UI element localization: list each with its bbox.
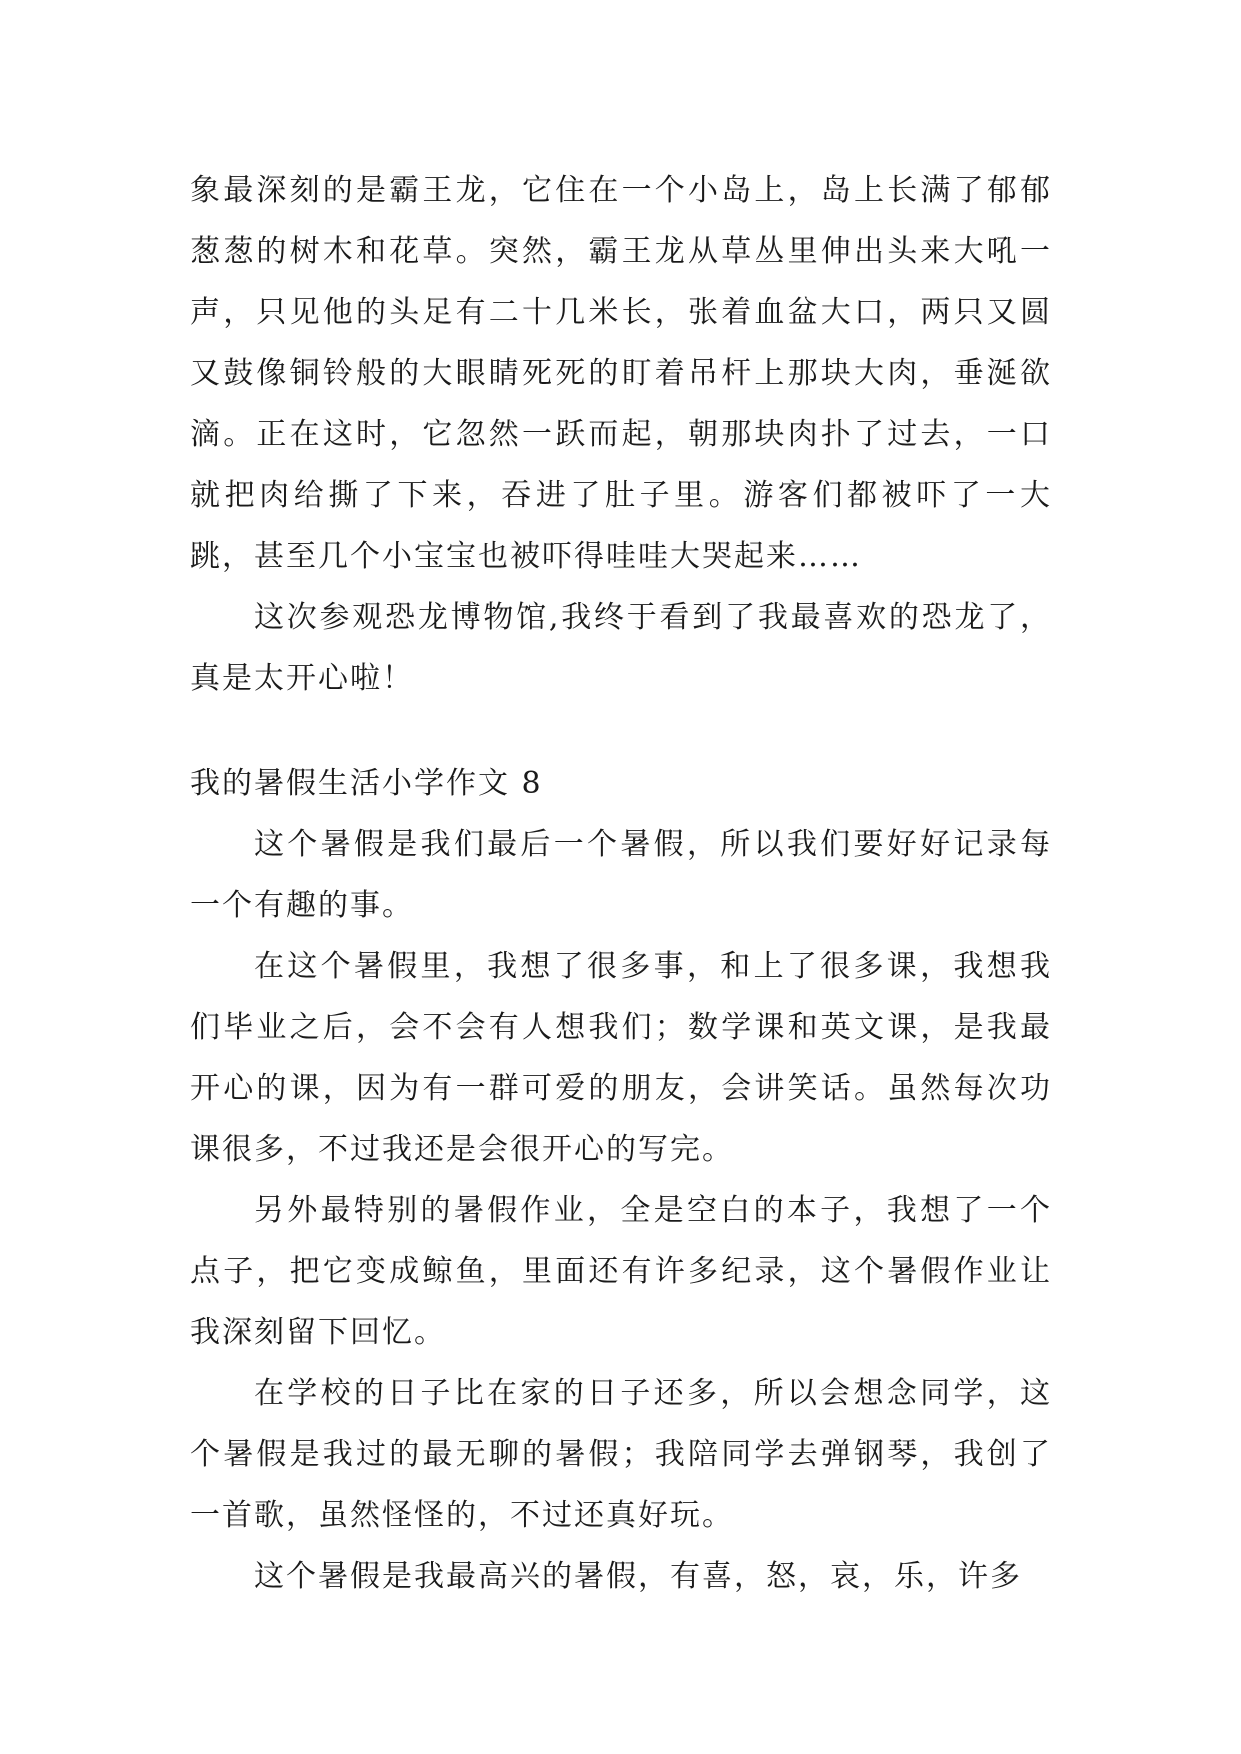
paragraph: 在学校的日子比在家的日子还多，所以会想念同学，这个暑假是我过的最无聊的暑假；我陪同学去弹钢琴，我创了一首歌，虽然怪怪的，不过还真好玩。 [190,1376,1052,1533]
paragraph: 这个暑假是我们最后一个暑假，所以我们要好好记录每一个有趣的事。 [190,827,1052,923]
paragraph: 这个暑假是我最高兴的暑假，有喜，怒，哀，乐，许多 [254,1559,1022,1594]
section-title: 我的暑假生活小学作文 8 [190,766,543,801]
document-body [190,160,1052,1607]
paragraph: 这次参观恐龙博物馆,我终于看到了我最喜欢的恐龙了，真是太开心啦！ [190,600,1052,696]
paragraph-continued: 象最深刻的是霸王龙，它住在一个小岛上，岛上长满了郁郁葱葱的树木和花草。突然，霸王龙从草丛里伸出头来大吼一声，只见他的头足有二十几米长，张着血盆大口，两只又圆又鼓像铜铃般的大眼睛死死的盯着吊杆上那块大肉，垂涎欲滴。正在这时，它忽然一跃而起，朝那块肉扑了过去，一口就把肉给撕了下来，吞进了肚子里。游客们都被吓了一大跳，甚至几个小宝宝也被吓得哇哇大哭起来…… [190,173,1052,574]
paragraph: 在这个暑假里，我想了很多事，和上了很多课，我想我们毕业之后，会不会有人想我们；数学课和英文课，是我最开心的课，因为有一群可爱的朋友，会讲笑话。虽然每次功课很多，不过我还是会很开心的写完。 [190,949,1052,1167]
paragraph: 另外最特别的暑假作业，全是空白的本子，我想了一个点子，把它变成鲸鱼，里面还有许多纪录，这个暑假作业让我深刻留下回忆。 [190,1193,1052,1350]
section-gap [190,709,1052,753]
